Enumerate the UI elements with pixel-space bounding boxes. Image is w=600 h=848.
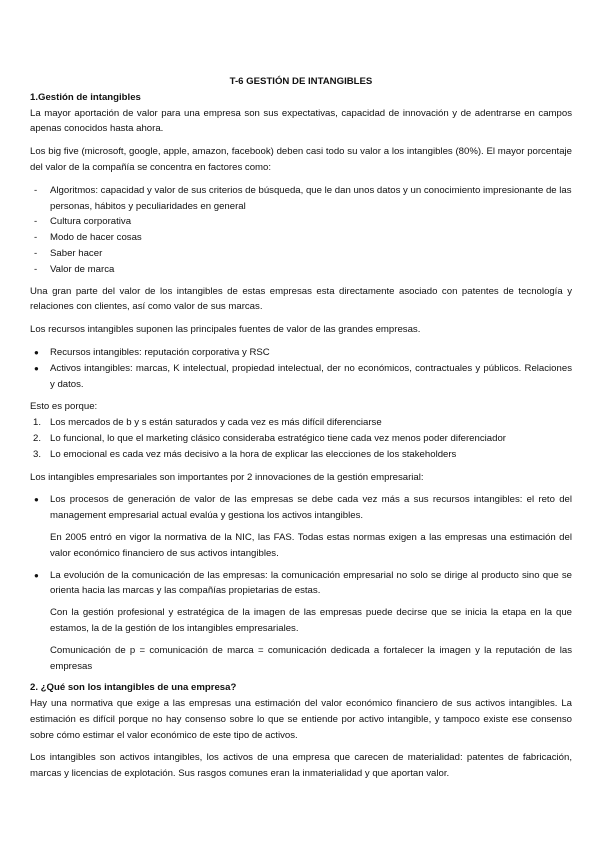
- list-item-text: Recursos intangibles: reputación corporativa y RSC: [50, 346, 270, 358]
- section2-paragraph-1: Hay una normativa que exige a las empresas una estimación del valor económico financiero de sus activos intangibles. La estimación es difícil porque no hay consenso sobre lo que se entiende por activo intangible, y tampoco existe ese consenso sobre cómo estimar el valor económico de este tipo de activos.: [30, 698, 572, 741]
- list-item-text: Los mercados de b y s están saturados y cada vez es más difícil diferenciarse: [50, 417, 382, 429]
- section2-paragraph-2: Los intangibles son activos intangibles, los activos de una empresa que carecen de materialidad: patentes de fabricación, marcas y licencias de explotación. Sus rasgos comunes eran la inmaterialidad y que aportan valor.: [30, 752, 572, 780]
- innovations-list: [30, 492, 572, 674]
- bullet-icon: ●: [34, 347, 39, 357]
- list-item-subparagraph: En 2005 entró en vigor la normativa de la NIC, las FAS. Todas estas normas exigen a las empresas una estimación del valor económico financiero de sus activos intangibles.: [50, 531, 572, 559]
- section1-paragraph-6: Los intangibles empresariales son importantes por 2 innovaciones de la gestión empresarial:: [30, 471, 424, 483]
- list-item: [30, 361, 572, 393]
- section1-paragraph-1: La mayor aportación de valor para una empresa son sus expectativas, capacidad de innovación y de adentrarse en campos apenas conocidos hasta ahora.: [30, 107, 572, 135]
- value-factors-list: [30, 183, 572, 278]
- list-item-text: Lo emocional es cada vez más decisivo a la hora de explicar las elecciones de los stakeholders: [50, 448, 457, 460]
- section1-heading: 1.Gestión de intangibles: [30, 91, 141, 103]
- list-item: - Saber hacer: [30, 246, 572, 262]
- section1-paragraph-5: Esto es porque:: [30, 401, 98, 413]
- list-item-text: Lo funcional, lo que el marketing clásico consideraba estratégico tiene cada vez menos poder diferenciador: [50, 432, 506, 444]
- list-number: 2.: [33, 432, 42, 444]
- list-item: - Cultura corporativa: [30, 214, 572, 230]
- list-item: [30, 431, 572, 447]
- section1-paragraph-3: Una gran parte del valor de los intangibles de estas empresas esta directamente asociado con patentes de tecnología y relaciones con clientes, así como valor de sus marcas.: [30, 285, 572, 313]
- list-item: [30, 345, 572, 361]
- list-number: 1.: [33, 417, 42, 429]
- intangible-resources-list: [30, 345, 572, 392]
- list-item: [30, 492, 572, 561]
- bullet-icon: ●: [34, 570, 39, 580]
- list-item-subparagraph: Comunicación de p = comunicación de marca = comunicación dedicada a fortalecer la imagen y la reputación de las empresas: [50, 644, 572, 672]
- list-item: - Modo de hacer cosas: [30, 230, 572, 246]
- section1-paragraph-2: Los big five (microsoft, google, apple, amazon, facebook) deben casi todo su valor a los intangibles (80%). El mayor porcentaje del valor de la compañía se concentra en factores como:: [30, 146, 572, 173]
- list-item: - Algoritmos: capacidad y valor de sus criterios de búsqueda, que le dan unos datos y un conocimiento impresionante de las personas, hábitos y peculiaridades en general: [30, 183, 572, 215]
- list-item: [30, 415, 572, 431]
- bullet-icon: ●: [34, 495, 39, 505]
- list-item-text: Los procesos de generación de valor de las empresas se debe cada vez más a sus recursos intangibles: el reto del management empresarial actual evalúa y gestiona los activos intangibles.: [50, 494, 572, 522]
- list-item: [30, 447, 572, 463]
- list-item-text: Activos intangibles: marcas, K intelectual, propiedad intelectual, der no económicos, contractuales y públicos. Relaciones y datos.: [50, 362, 572, 390]
- document-page: [30, 74, 572, 789]
- reasons-list: [30, 415, 572, 462]
- list-item: [30, 568, 572, 675]
- document-title: T-6 GESTIÓN DE INTANGIBLES: [229, 76, 373, 87]
- list-item-text: La evolución de la comunicación de las empresas: la comunicación empresarial no solo se dirige al producto sino que se orienta hacia las marcas y las compañías propietarias de estas.: [50, 569, 572, 597]
- section1-paragraph-4: Los recursos intangibles suponen las principales fuentes de valor de las grandes empresas.: [30, 324, 421, 336]
- list-item: - Valor de marca: [30, 262, 572, 278]
- bullet-icon: ●: [34, 363, 39, 373]
- list-item-subparagraph: Con la gestión profesional y estratégica de la imagen de las empresas puede decirse que se inicia la etapa en la que estamos, la de la gestión de los intangibles empresariales.: [50, 607, 572, 634]
- section2-heading: 2. ¿Qué son los intangibles de una empresa?: [30, 682, 237, 694]
- list-number: 3.: [33, 448, 42, 460]
